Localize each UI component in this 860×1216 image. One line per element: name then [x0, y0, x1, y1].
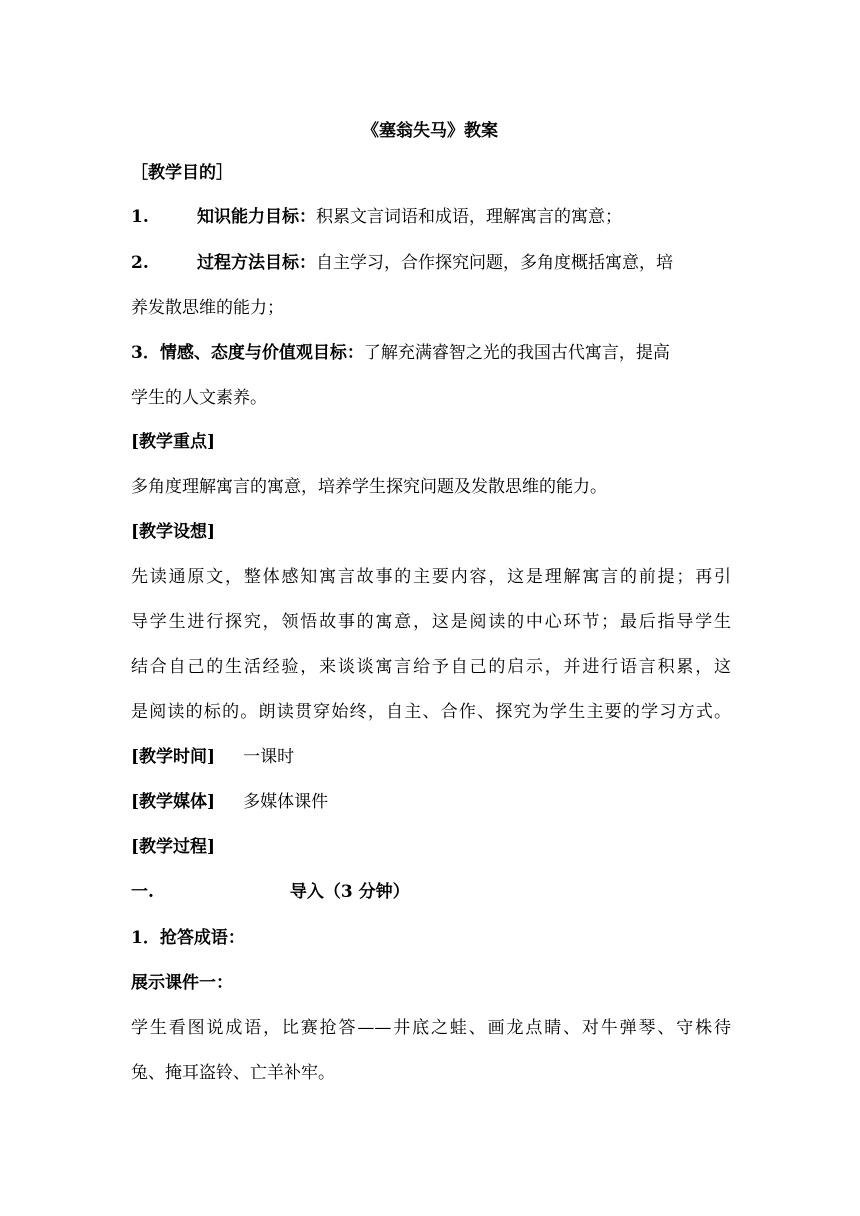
- teaching-time-value: 一课时: [243, 747, 295, 767]
- objective-2-continued: 养发散思维的能力；: [131, 298, 284, 318]
- teaching-time-label: [教学时间]: [131, 747, 216, 767]
- process-heading: [教学过程]: [131, 837, 216, 857]
- activity-line: 兔、掩耳盗铃、亡羊补牢。: [131, 1063, 335, 1083]
- teaching-media-value: 多媒体课件: [243, 792, 329, 812]
- objective-2-text: 自主学习，合作探究问题，多角度概括寓意，培: [316, 253, 673, 273]
- design-line: 先读通原文，整体感知寓言故事的主要内容，这是理解寓言的前提；再引: [131, 567, 731, 587]
- design-line: 结合自己的生活经验，来谈谈寓言给予自己的启示，并进行语言积累，这: [131, 657, 731, 677]
- objective-2-number: 2.: [131, 253, 149, 273]
- section-1-heading: [131, 880, 410, 904]
- step-1-heading: 1．抢答成语：: [131, 928, 245, 948]
- teaching-media: [131, 790, 328, 814]
- design-heading: [教学设想]: [131, 522, 216, 542]
- objective-1: [131, 205, 622, 229]
- objective-3: [131, 341, 670, 365]
- courseware-1-heading: 展示课件一：: [131, 973, 233, 993]
- section-1-title: 导入（3 分钟）: [289, 882, 410, 902]
- objective-1-label: 知识能力目标：: [197, 207, 316, 227]
- activity-line: 学生看图说成语，比赛抢答——井底之蛙、画龙点睛、对牛弹琴、守株待: [131, 1018, 731, 1038]
- key-text: 多角度理解寓言的寓意，培养学生探究问题及发散思维的能力。: [131, 477, 607, 497]
- objective-1-number: 1.: [131, 207, 149, 227]
- design-line: 导学生进行探究，领悟故事的寓意，这是阅读的中心环节；最后指导学生: [131, 612, 731, 632]
- key-heading: [教学重点]: [131, 432, 216, 452]
- objectives-heading: [131, 161, 233, 185]
- objective-2: [131, 251, 673, 275]
- objective-2-label: 过程方法目标：: [197, 253, 316, 273]
- objectives-heading-text: ［教学目的］: [131, 163, 233, 183]
- section-1-number: 一.: [131, 882, 154, 902]
- teaching-time: [131, 745, 294, 769]
- design-line: 是阅读的标的。朗读贯穿始终，自主、合作、探究为学生主要的学习方式。: [131, 702, 731, 722]
- teaching-media-label: [教学媒体]: [131, 792, 216, 812]
- objective-3-continued: 学生的人文素养。: [131, 388, 267, 408]
- objective-3-text: 了解充满睿智之光的我国古代寓言，提高: [363, 343, 670, 363]
- objective-1-text: 积累文言词语和成语，理解寓言的寓意；: [316, 207, 622, 227]
- page-title: 《塞翁失马》教案: [362, 121, 498, 141]
- objective-3-label: 3．情感、态度与价值观目标：: [131, 343, 364, 363]
